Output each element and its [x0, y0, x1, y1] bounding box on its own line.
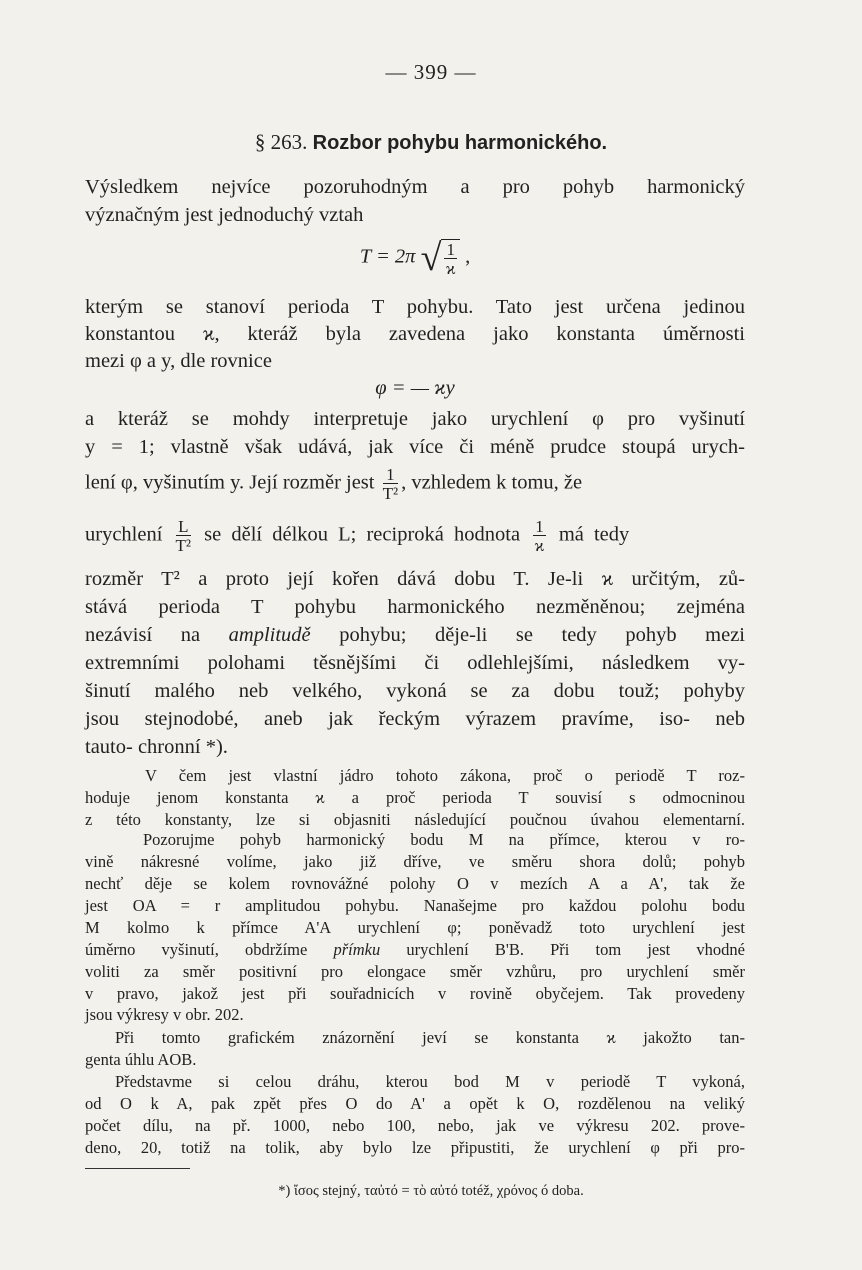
text-segment: V čem jest vlastní jádro tohoto zákona, proč o periodě T roz-	[145, 766, 745, 785]
small-text-line: hoduje jenom konstanta ϰ a proč perioda T souvisí s odmocninou	[85, 788, 745, 807]
text-segment: Pozorujme pohyb harmonický bodu M na přímce, kterou v ro-	[143, 830, 745, 849]
numerator: 1	[446, 240, 455, 259]
section-heading	[0, 130, 862, 155]
small-text-line	[85, 830, 745, 850]
text-line: šinutí malého neb velkého, vykoná se za dobu touž; pohyby	[85, 680, 745, 702]
emphasis: amplitudě	[228, 624, 311, 646]
text-segment: úměrno vyšinutí, obdržíme	[85, 940, 308, 959]
small-text-line	[85, 1028, 745, 1048]
small-text-line	[85, 766, 745, 786]
text-line: stává perioda T pohybu harmonického nezměněnou; zejména	[85, 596, 745, 618]
formula-lhs: T = 2π	[359, 245, 416, 268]
text-segment: Při tomto grafickém znázornění jeví se konstanta ϰ jakožto tan-	[115, 1028, 745, 1047]
numerator: L	[176, 518, 191, 536]
section-number: § 263.	[254, 130, 308, 154]
small-text-line: jsou výkresy v obr. 202.	[85, 1005, 244, 1024]
text-segment: nezávisí na	[85, 624, 201, 646]
fraction	[383, 466, 398, 502]
fraction	[176, 518, 191, 554]
small-text-line: nechť děje se kolem rovnovážné polohy O v mezích A a A', tak že	[85, 874, 745, 893]
text-line	[85, 624, 745, 647]
small-text-line: M kolmo k přímce A'A urychlení φ; poněvadž toto urychlení jest	[85, 918, 745, 937]
small-text-line: deno, 20, totiž na tolik, aby bylo lze připustiti, že urychlení φ při pro-	[85, 1138, 745, 1157]
footnote-divider	[85, 1168, 190, 1169]
text-line: význačným jest jednoduchý vztah	[85, 204, 364, 226]
small-text-line: jest OA = r amplitudou pohybu. Nanašejme pro každou polohu bodu	[85, 896, 745, 915]
numerator: 1	[535, 517, 544, 536]
radical-sign: √	[420, 237, 442, 279]
fraction	[444, 241, 457, 277]
section-title: Rozbor pohybu harmonického.	[312, 132, 608, 154]
text-segment: se dělí délkou L; reciproká hodnota	[204, 523, 521, 546]
text-segment: má tedy	[558, 523, 630, 546]
formula-acceleration	[85, 377, 745, 400]
text-line: Výsledkem nejvíce pozoruhodným a pro pohyb harmonický	[85, 176, 745, 198]
text-line: konstantou ϰ, kteráž byla zavedena jako konstanta úměrnosti	[85, 323, 745, 345]
small-text-line: z této konstanty, lze si objasniti následující poučnou úvahou elementarní.	[85, 810, 745, 829]
denominator: T²	[175, 536, 192, 555]
text-line: y = 1; vlastně však udává, jak více či méně prudce stoupá urych-	[85, 436, 745, 458]
square-root	[421, 236, 460, 280]
page-number: — 399 —	[385, 60, 477, 84]
text-line: mezi φ a y, dle rovnice	[85, 350, 272, 372]
formula-period	[85, 236, 745, 280]
text-line: a kteráž se mohdy interpretuje jako urychlení φ pro vyšinutí	[85, 408, 745, 430]
small-text-line	[85, 1072, 745, 1092]
numerator: 1	[383, 466, 398, 484]
text-line-with-fraction	[85, 518, 745, 554]
text-segment: urychlení B'B. Při tom jest vhodné	[406, 940, 745, 959]
emphasis: přímku	[333, 940, 381, 959]
text-segment: Představme si celou dráhu, kterou bod M v periodě T vykoná,	[115, 1072, 745, 1091]
denominator: ϰ	[534, 536, 545, 555]
text-segment: urychlení	[85, 523, 163, 546]
text-line: kterým se stanoví perioda T pohybu. Tato jest určena jedinou	[85, 296, 745, 318]
small-text-line: v pravo, jakož jest při souřadnicích v rovině obyčejem. Tak provedeny	[85, 984, 745, 1003]
footnote: *) ἴσος stejný, ταὐτό = τὸ αὐτό totéž, χρόνος ó doba.	[278, 1183, 584, 1199]
text-segment: , vzhledem k tomu, že	[401, 471, 583, 494]
text-line: tauto- chronní *).	[85, 736, 228, 758]
small-text-line	[85, 940, 745, 960]
text-line-with-fraction	[85, 466, 745, 502]
text-line: rozměr T² a proto její kořen dává dobu T. Je-li ϰ určitým, zů-	[85, 568, 745, 590]
formula-comma: ,	[465, 245, 471, 268]
text-segment: pohybu; děje-li se tedy pohyb mezi	[339, 624, 746, 646]
small-text-line: voliti za směr positivní pro elongace směr vzhůru, pro urychlení směr	[85, 962, 745, 981]
small-text-line: od O k A, pak zpět přes O do A' a opět k O, rozdělenou na veliký	[85, 1094, 745, 1113]
small-text-line: vině nákresné volíme, jako již dříve, ve směru shora dolů; pohyb	[85, 852, 745, 871]
fraction	[533, 518, 546, 554]
small-text-line: počet dílu, na př. 1000, nebo 100, nebo, jak ve výkresu 202. prove-	[85, 1116, 745, 1135]
small-text-line: genta úhlu AOB.	[85, 1050, 197, 1069]
formula-text: φ = — ϰy	[375, 377, 455, 399]
denominator: ϰ	[445, 259, 456, 278]
text-line: extremními polohami těsnějšími či odlehlejšími, následkem vy-	[85, 652, 745, 674]
text-segment: lení φ, vyšinutím y. Její rozměr jest	[85, 471, 375, 494]
text-line: jsou stejnodobé, aneb jak řeckým výrazem pravíme, iso- neb	[85, 708, 745, 730]
denominator: T²	[382, 484, 399, 503]
